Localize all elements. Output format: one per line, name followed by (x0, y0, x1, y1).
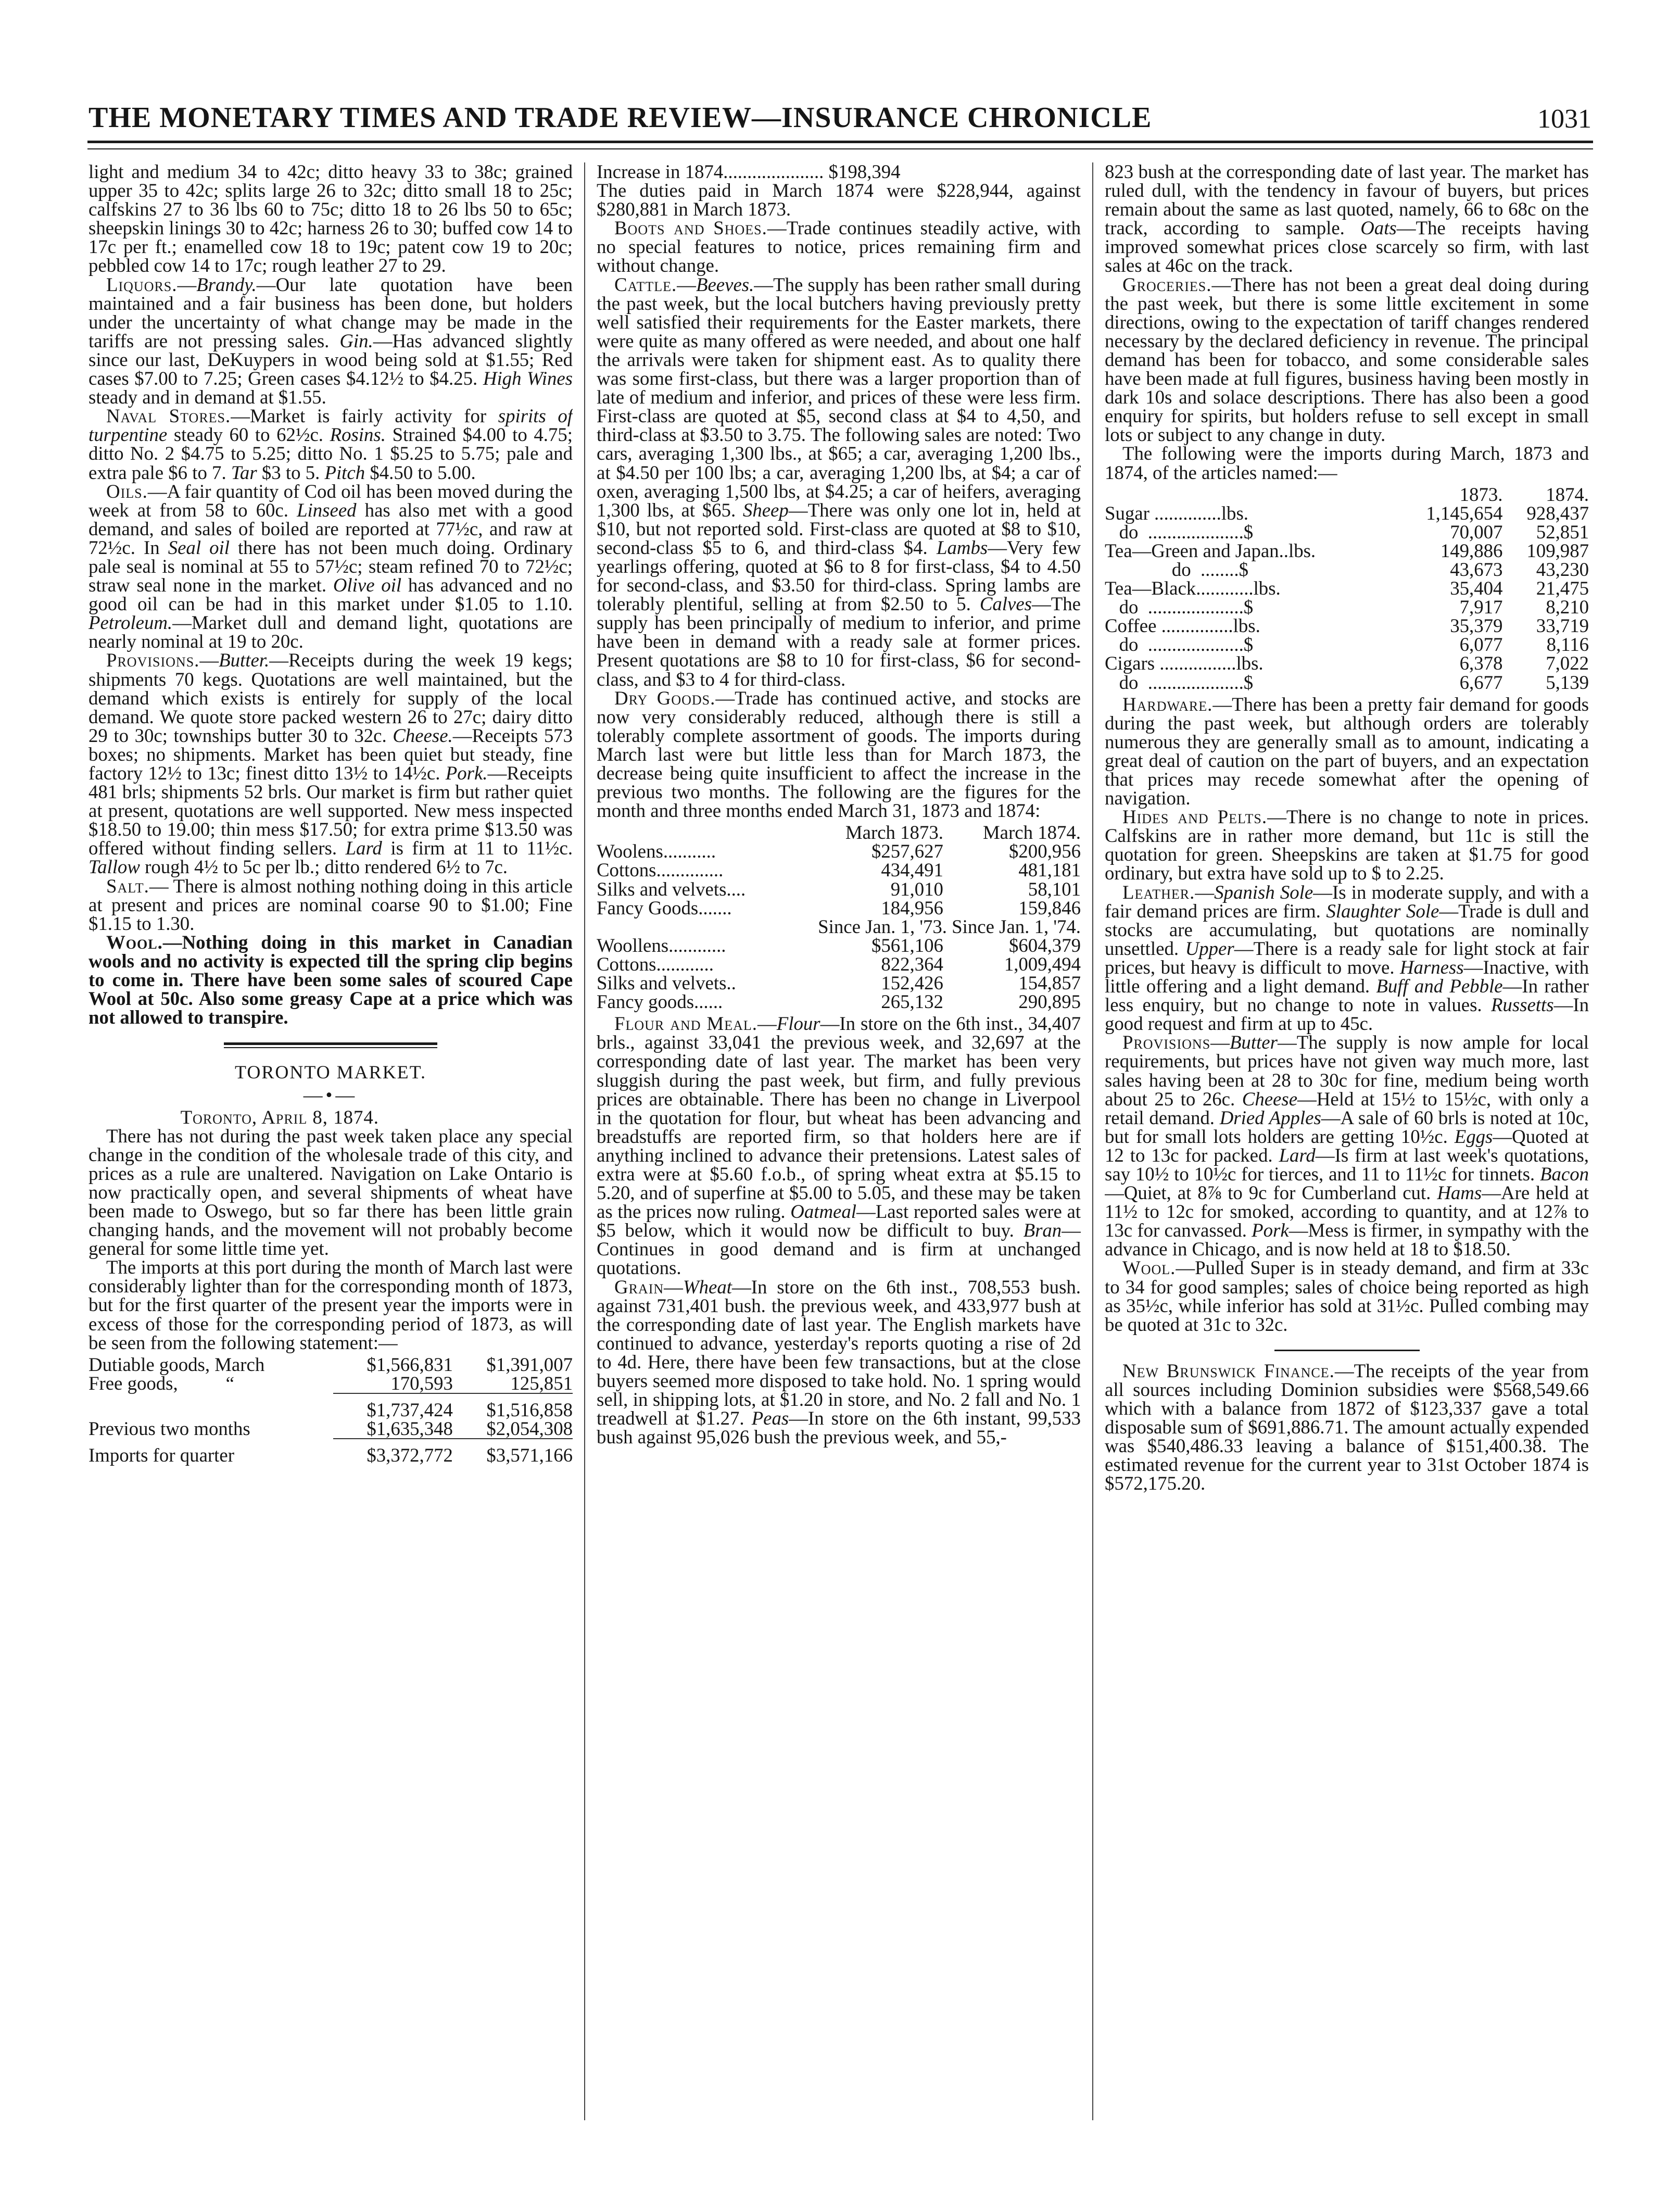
cell-1874: $3,571,166 (486, 1444, 573, 1466)
table-row (1105, 560, 1589, 579)
row-label: Cigars ................lbs. (1105, 652, 1264, 674)
row-label: Tea—Green and Japan..lbs. (1105, 539, 1316, 561)
column-divider (1092, 162, 1093, 2120)
salt-paragraph: Salt.— There is almost nothing nothing doing in this article at present and prices are nominal coarse 90 to $1.00; Fine $1.15 to 1.30. (89, 875, 573, 934)
imports-table (89, 1355, 573, 1465)
cell: 928,437 (1526, 502, 1589, 524)
cell: 35,379 (1450, 615, 1503, 637)
leather-paragraph: Leather.—Spanish Sole—Is in moderate supply, and with a fair demand prices are firm. Slaughter Sole—Trade is dull and stocks are accumulating, but quotations are nominally unsettled. Upper—There is a ready sale for light stock at fair prices, but heavy is difficult to move. Harness—Inactive, with little offering and a light demand. Buff and Pebble—In rather less enquiry, but no change to note in values. Russetts—In good request and firm at up to 45c. (1105, 881, 1589, 1035)
row-label: Fancy goods...... (597, 991, 723, 1013)
table-row (1105, 579, 1589, 598)
cell: 481,181 (1018, 859, 1081, 881)
dry-goods-paragraph: Dry Goods.—Trade has continued active, and stocks are now very considerably reduced, although there is still a tolerably complete assortment of goods. The imports during March last were but little less than for March 1873, the decrease being quite insufficient to affect the increase in the previous two months. The following are the figures for the month and three months ended March 31, 1873 and 1874: (597, 687, 1081, 822)
row-label: Previous two months (89, 1418, 250, 1439)
table-header-row (1105, 485, 1589, 504)
row-label: Cottons............ (597, 953, 714, 975)
table-row (597, 936, 1081, 955)
table-header-row (597, 823, 1081, 842)
table-row (89, 1446, 573, 1465)
wool-paragraph: Wool.—Pulled Super is in steady demand, and firm at 33c to 34 for good samples; sales of choice being reported as high as 35½c, while inferior has sold at 31½c. Pulled combing may be quoted at 31c to 32c. (1105, 1257, 1589, 1335)
cell: 6,677 (1459, 671, 1503, 693)
increase-line: Increase in 1874..................... $198,394 (597, 162, 901, 182)
cell: 152,426 (881, 972, 943, 994)
hardware-paragraph: Hardware.—There has been a pretty fair demand for goods during the past week, but although orders are tolerably numerous they are generally small as to amount, indicating a great deal of caution on the part of buyers, and an expectation that prices may recede somewhat after the opening of navigation. (1105, 693, 1589, 809)
duties-text: The duties paid in March 1874 were $228,944, against $280,881 in March 1873. (597, 180, 1081, 220)
table-row (597, 899, 1081, 917)
flour-paragraph: Flour and Meal.—Flour—In store on the 6th inst., 34,407 brls., against 33,041 the previous week, and 32,697 at the corresponding date of last year. The market has been very sluggish during the past week, but firm, and fully previous prices are obtainable. There has been no change in Liverpool in the quotation for flour, but wheat has been advancing and breadstuffs are reported firm, so that holders here are if anything inclined to advance their pretensions. Latest sales of extra were at $5.60 f.o.b., of spring wheat extra at $5.15 to 5.20, and of superfine at $5.00 to 5.05, and these may be taken as the prices now ruling. Oatmeal—Last reported sales were at $5 below, which it would now be difficult to buy. Bran—Continues in good demand and is firm at unchanged quotations. (597, 1013, 1081, 1279)
provisions-paragraph: Provisions—Butter—The supply is now ample for local requirements, but prices have not given way much more, last sales having been at 28 to 30c for fine, medium being worth about 25 to 26c. Cheese—Held at 15½ to 15½c, with only a retail demand. Dried Apples—A sale of 60 brls is noted at 10c, but for small lots holders are getting 10½c. Eggs—Quoted at 12 to 13c for packed. Lard—Is firm at last week's quotations, say 10½ to 10½c for tierces, and 11 to 11½c for tinnets. Bacon—Quiet, at 8⅞ to 9c for Cumberland cut. Hams—Are held at 11½ to 12c for smoked, according to quantity, and at 12⅞ to 13c for canvassed. Pork—Mess is firmer, in sympathy with the advance in Chicago, and is now held at 18 to $18.50. (1105, 1031, 1589, 1260)
cell: 21,475 (1536, 577, 1589, 599)
cell: 265,132 (881, 991, 943, 1013)
cell: 6,077 (1459, 634, 1503, 656)
oils-paragraph: Oils.—A fair quantity of Cod oil has been moved during the week at from 58 to 60c. Linseed has also met with a good demand, and sales of boiled are reported at 77½c, and raw at 72½c. In Seal oil there has not been much doing. Ordinary pale seal is nominal at 55 to 57½c; steam refined 70 to 72½c; straw seal none in the market. Olive oil has advanced and no good oil can be had in this market under $1.05 to 1.10. Petroleum.—Market dull and demand light, quotations are nearly nominal at 19 to 20c. (89, 480, 573, 652)
table-row (1105, 542, 1589, 560)
column-header: Since Jan. 1, '73. Since Jan. 1, '74. (818, 915, 1081, 937)
cell: $561,106 (871, 934, 943, 956)
row-label: do ........$ (1105, 558, 1248, 580)
cell: 58,101 (1028, 878, 1081, 900)
row-label: do ....................$ (1105, 671, 1254, 693)
groceries-paragraph: Groceries.—There has not been a great deal doing during the past week, but there is some little excitement in some directions, owing to the expectation of tariff changes rendered necessary by the declared deficiency in revenue. The principal demand has been for tobacco, and some considerable sales have been made at full figures, business having been mostly in dark 10s and solace descriptions. There has also been a good enquiry for spirits, but holders refuse to sell except in small lots or subject to any change in duty. (1105, 273, 1589, 446)
toronto-paragraph-2: The imports at this port during the month of March last were considerably lighter than for the corresponding month of 1873, but for the first quarter of the present year the imports were in excess of those for the corresponding period of 1873, as will be seen from the following statement:— (89, 1256, 573, 1353)
section-rule (224, 1042, 437, 1048)
hides-paragraph: Hides and Pelts.—There is no change to note in prices. Calfskins are in rather more demand, but 11c is still the quotation for green. Sheepskins are taken at $1.75 for good ordinary, but extra have sold up to $ to 2.25. (1105, 806, 1589, 884)
toronto-paragraph-1: There has not during the past week taken place any special change in the condition of the wholesale trade of this city, and prices as a rule are unaltered. Navigation on Lake Ontario is now practically open, and several shipments of wheat have been made to Oswego, but so far there has been little grain changing hands, and the movement will not probably become general for some little time yet. (89, 1125, 573, 1260)
cell: 822,364 (881, 953, 943, 975)
cell: 70,007 (1450, 521, 1503, 543)
cell: $604,379 (1009, 934, 1081, 956)
leather-continuation: light and medium 34 to 42c; ditto heavy 33 to 38c; grained upper 35 to 42c; splits large 26 to 32c; ditto small 18 to 25c; calfskins 27 to 36 lbs 60 to 75c; ditto 18 to 26 lbs 50 to 65c; sheepskin linings 30 to 42c; harness 26 to 30; buffed cow 14 to 17c per ft.; enamelled cow 18 to 19c; patent cow 19 to 20c; pebbled cow 14 to 17c; rough leather 27 to 29. (89, 162, 573, 276)
table-row (597, 861, 1081, 879)
row-label: Free goods, “ (89, 1372, 235, 1394)
cell: 184,956 (881, 897, 943, 918)
cell: 1,009,494 (1004, 953, 1081, 975)
provisions-paragraph: Provisions.—Butter.—Receipts during the week 19 kegs; shipments 70 kegs. Quotations are well maintained, but the demand which exists is entirely for supply of the local demand. We quote store packed western 26 to 27c; dairy ditto 29 to 30c; townships butter 30 to 32c. Cheese.—Receipts 573 boxes; no shipments. Market has been quiet but steady, fine factory 12½ to 13c; finest ditto 13½ to 14½c. Pork.—Receipts 481 brls; shipments 52 brls. Our market is firm but rather quiet at present, quotations are well supported. New mess inspected $18.50 to 19.00; thin mess $17.50; for extra prime $13.50 was offered without finding sellers. Lard is firm at 11 to 11½c. Tallow rough 4½ to 5c per lb.; ditto rendered 6½ to 7c. (89, 649, 573, 878)
cell: $257,627 (871, 840, 943, 862)
cell: 6,378 (1459, 652, 1503, 674)
section-rule (1274, 1350, 1420, 1351)
table-row (597, 842, 1081, 861)
peas-continuation: 823 bush at the corresponding date of last year. The market has ruled dull, with the tendency in favour of buyers, but prices remain about the same as last quoted, namely, 66 to 68c on the track, according to sample. Oats—The receipts having improved somewhat prices close scarcely so firm, with last sales at 46c on the track. (1105, 162, 1589, 276)
table-row (1105, 523, 1589, 542)
dateline: Toronto, April 8, 1874. (180, 1106, 379, 1128)
cell: 149,886 (1440, 539, 1503, 561)
row-label: Woolens........... (597, 840, 716, 862)
cell: 109,987 (1526, 539, 1589, 561)
cell: 43,673 (1450, 558, 1503, 580)
column-header: March 1873. (845, 822, 943, 844)
table-row (89, 1419, 573, 1439)
boots-paragraph: Boots and Shoes.—Trade continues steadily active, with no special features to notice, prices remaining firm and without change. (597, 217, 1081, 276)
column-1 (89, 162, 573, 2183)
cell: 154,857 (1018, 972, 1081, 994)
cell-1874: $1,516,858 (486, 1399, 573, 1420)
cell: 290,895 (1018, 991, 1081, 1013)
toronto-market-heading: TORONTO MARKET. (234, 1062, 426, 1083)
row-label: Sugar ..............lbs. (1105, 502, 1248, 524)
page-number: 1031 (1537, 104, 1591, 134)
table-row (1105, 598, 1589, 616)
wool-paragraph: Wool.—Nothing doing in this market in Canadian wools and no activity is expected till the spring clip begins to come in. There have been some sales of scoured Cape Wool at 50c. Also some greasy Cape at a price which was not allowed to transpire. (89, 931, 573, 1028)
row-label: do ....................$ (1105, 596, 1254, 618)
ornament-dash: —•— (303, 1084, 358, 1106)
cell: 5,139 (1546, 671, 1589, 693)
table-row (89, 1355, 573, 1374)
table-row (597, 974, 1081, 992)
table-row (1105, 654, 1589, 673)
header-rule-thick (87, 141, 1593, 143)
groceries-imports-table (1105, 485, 1589, 692)
cell-1873: 170,593 (390, 1372, 453, 1394)
table-row (89, 1401, 573, 1419)
row-label: do ....................$ (1105, 521, 1254, 543)
cell: 1,145,654 (1426, 502, 1503, 524)
table-row (597, 955, 1081, 974)
cell-1873: $3,372,772 (367, 1444, 453, 1466)
row-label: Coffee ...............lbs. (1105, 615, 1260, 637)
cell: 7,022 (1546, 652, 1589, 674)
cell: $200,956 (1009, 840, 1081, 862)
cell-1874: 125,851 (510, 1372, 573, 1394)
row-label: Silks and velvets.. (597, 972, 736, 994)
naval-stores-paragraph: Naval Stores.—Market is fairly activity for spirits of turpentine steady 60 to 62½c. Rosins. Strained $4.00 to 4.75; ditto No. 2 $4.75 to 5.25; ditto No. 1 $5.25 to 5.75; pale and extra pale $6 to 7. Tar $3 to 5. Pitch $4.50 to 5.00. (89, 405, 573, 483)
row-label: Woollens............ (597, 934, 726, 956)
column-header: 1873. (1459, 483, 1503, 505)
masthead (89, 87, 1591, 134)
cell: 35,404 (1450, 577, 1503, 599)
cell: 33,719 (1536, 615, 1589, 637)
table-row (89, 1374, 573, 1393)
cell: 434,491 (881, 859, 943, 881)
row-label: Cottons.............. (597, 859, 724, 881)
cell: 159,846 (1018, 897, 1081, 918)
table-header-row (597, 917, 1081, 936)
row-label: Tea—Black............lbs. (1105, 577, 1281, 599)
cell: 7,917 (1459, 596, 1503, 618)
cell-1874: $2,054,308 (486, 1418, 573, 1439)
cell: 8,210 (1546, 596, 1589, 618)
new-brunswick-finance-paragraph: New Brunswick Finance.—The receipts of the year from all sources including Dominion subsidies were $568,549.66 which with a balance from 1872 of $123,337 gave a total disposable sum of $691,886.71. The amount actually expended was $540,486.33 leaving a balance of $151,400.38. The estimated revenue for the current year to 31st October 1874 is $572,175.20. (1105, 1360, 1589, 1494)
row-label: Imports for quarter (89, 1444, 234, 1466)
table-row (1105, 504, 1589, 523)
cell: 8,116 (1546, 634, 1589, 656)
cell: 52,851 (1536, 521, 1589, 543)
row-label: Dutiable goods, March (89, 1353, 265, 1375)
row-label (89, 1401, 333, 1419)
liquors-paragraph: Liquors.—Brandy.—Our late quotation have been maintained and a fair business has been done, but holders under the uncertainty of what change may be made in the tariffs are not pressing sales. Gin.—Has advanced slightly since our last, DeKuypers in wood being sold at $1.55; Red cases $7.00 to 7.25; Green cases $4.12½ to $4.25. High Wines steady and in demand at $1.55. (89, 273, 573, 408)
column-2 (597, 162, 1081, 2183)
table-row (597, 992, 1081, 1011)
cattle-paragraph: Cattle.—Beeves.—The supply has been rather small during the past week, but the local butchers having previously pretty well satisfied their requirements for the Easter markets, there were quite as many offered as were needed, and about one half the arrivals were taken for shipment east. As to quality there was some first-class, but there was a larger proportion than of late of medium and inferior, and prices of these were less firm. First-class are quoted at $5, second class at $4 to 4,50, and third-class at $3.50 to 3.75. The following sales are noted: Two cars, averaging 1,300 lbs., at $65; a car, averaging 1,200 lbs., at $4.50 per 100 lbs; a car, averaging 1,200 lbs, at $4; a car of oxen, averaging 1,500 lbs, at $4.25; a car of heifers, averaging 1,300 lbs, at $65. Sheep—There was only one lot in, held at $10, but not reported sold. First-class are quoted at $8 to $10, second-class $5 to 6, and third-class $4. Lambs—Very few yearlings offering, quoted at $6 to 8 for first-class, $4 to 4.50 for second-class, and $3.50 for third-class. Spring lambs are tolerably plentiful, selling at from $2.50 to 5. Calves—The supply has been principally of medium to inferior, and prime have been in demand with a ready sale at former prices. Present quotations are $8 to 10 for first-class, $6 for second-class, and $3 to 4 for third-class. (597, 273, 1081, 690)
column-3 (1105, 162, 1589, 2183)
row-label: Fancy Goods....... (597, 897, 732, 918)
column-header: March 1874. (982, 822, 1081, 844)
cell-1874: $1,391,007 (486, 1353, 573, 1375)
cell-1873: $1,566,831 (367, 1353, 453, 1375)
table-row (597, 880, 1081, 899)
cell-1873: $1,737,424 (367, 1399, 453, 1420)
column-divider (584, 162, 585, 2120)
row-label: Silks and velvets.... (597, 878, 746, 900)
cell: 43,230 (1536, 558, 1589, 580)
cell: 91,010 (890, 878, 943, 900)
imports-intro: The following were the imports during March, 1873 and 1874, of the articles named:— (1105, 443, 1589, 483)
header-rule-thin (87, 148, 1593, 149)
publication-title: THE MONETARY TIMES AND TRADE REVIEW—INSURANCE CHRONICLE (89, 102, 1152, 134)
table-row (1105, 635, 1589, 654)
column-header: 1874. (1546, 483, 1589, 505)
table-row (1105, 673, 1589, 692)
dry-goods-table (597, 823, 1081, 1011)
cell-1873: $1,635,348 (367, 1418, 453, 1439)
grain-paragraph: Grain—Wheat—In store on the 6th inst., 708,553 bush. against 731,401 bush. the previous week, and 433,977 bush at the corresponding date of last year. The English markets have continued to advance, yesterday's reports quoting a rise of 2d to 4d. Here, there have been few transactions, but at the close buyers seemed more disposed to take hold. No. 1 spring would sell, in shipping lots, at $1.20 in store, and No. 2 fall and No. 1 treadwell at $1.27. Peas—In store on the 6th instant, 99,533 bush against 95,026 bush the previous week, and 55,- (597, 1276, 1081, 1448)
row-label: do ....................$ (1105, 634, 1254, 656)
table-row (1105, 616, 1589, 635)
